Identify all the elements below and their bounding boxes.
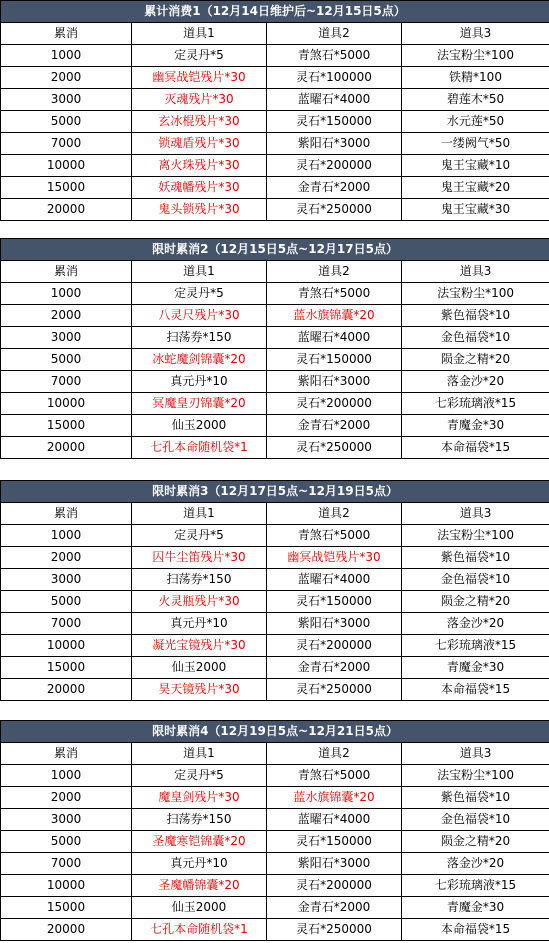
item1-cell: 凝光宝镜残片*30 bbox=[132, 635, 267, 657]
item2-cell: 蓝曜石*4000 bbox=[267, 327, 402, 349]
reward-table-3 bbox=[0, 480, 549, 701]
item3-cell: 本命福袋*15 bbox=[402, 679, 549, 701]
threshold-cell: 7000 bbox=[1, 371, 132, 393]
column-header: 道具2 bbox=[267, 261, 402, 283]
table-row bbox=[1, 155, 549, 177]
threshold-cell: 2000 bbox=[1, 305, 132, 327]
item1-cell: 妖魂幡残片*30 bbox=[132, 177, 267, 199]
threshold-cell: 1000 bbox=[1, 525, 132, 547]
item3-cell: 青魔金*30 bbox=[402, 657, 549, 679]
item1-cell: 锁魂盾残片*30 bbox=[132, 133, 267, 155]
threshold-cell: 2000 bbox=[1, 787, 132, 809]
item3-cell: 紫色福袋*10 bbox=[402, 305, 549, 327]
item1-cell: 仙玉2000 bbox=[132, 657, 267, 679]
threshold-cell: 10000 bbox=[1, 635, 132, 657]
item1-cell: 魔皇剑残片*30 bbox=[132, 787, 267, 809]
item2-cell: 幽冥战铠残片*30 bbox=[267, 547, 402, 569]
table-row bbox=[1, 393, 549, 415]
table-row bbox=[1, 283, 549, 305]
table-row bbox=[1, 349, 549, 371]
column-header: 道具2 bbox=[267, 23, 402, 45]
item1-cell: 扫荡券*150 bbox=[132, 569, 267, 591]
threshold-cell: 15000 bbox=[1, 415, 132, 437]
item2-cell: 蓝水旗锦囊*20 bbox=[267, 305, 402, 327]
column-header: 道具2 bbox=[267, 503, 402, 525]
item1-cell: 仙玉2000 bbox=[132, 415, 267, 437]
table-row bbox=[1, 919, 549, 941]
item2-cell: 灵石*200000 bbox=[267, 155, 402, 177]
item3-cell: 青魔金*30 bbox=[402, 415, 549, 437]
item2-cell: 青煞石*5000 bbox=[267, 765, 402, 787]
column-header: 道具1 bbox=[132, 743, 267, 765]
table-row bbox=[1, 525, 549, 547]
reward-table-2 bbox=[0, 238, 549, 459]
table-row bbox=[1, 787, 549, 809]
table-row bbox=[1, 437, 549, 459]
reward-table-1 bbox=[0, 0, 549, 221]
item3-cell: 本命福袋*15 bbox=[402, 437, 549, 459]
threshold-cell: 20000 bbox=[1, 199, 132, 221]
table-row bbox=[1, 613, 549, 635]
item2-cell: 金青石*2000 bbox=[267, 897, 402, 919]
threshold-cell: 2000 bbox=[1, 547, 132, 569]
column-header: 累消 bbox=[1, 23, 132, 45]
table-row bbox=[1, 305, 549, 327]
item2-cell: 灵石*100000 bbox=[267, 67, 402, 89]
table-row bbox=[1, 199, 549, 221]
item1-cell: 圣魔幡锦囊*20 bbox=[132, 875, 267, 897]
item1-cell: 扫荡券*150 bbox=[132, 327, 267, 349]
threshold-cell: 3000 bbox=[1, 569, 132, 591]
threshold-cell: 7000 bbox=[1, 613, 132, 635]
item3-cell: 金色福袋*10 bbox=[402, 569, 549, 591]
item2-cell: 紫阳石*3000 bbox=[267, 371, 402, 393]
item2-cell: 青煞石*5000 bbox=[267, 45, 402, 67]
item1-cell: 昊天镜残片*30 bbox=[132, 679, 267, 701]
table-row bbox=[1, 371, 549, 393]
item2-cell: 青煞石*5000 bbox=[267, 525, 402, 547]
table-row bbox=[1, 635, 549, 657]
item3-cell: 法宝粉尘*100 bbox=[402, 45, 549, 67]
item1-cell: 定灵丹*5 bbox=[132, 765, 267, 787]
item3-cell: 水元莲*50 bbox=[402, 111, 549, 133]
threshold-cell: 10000 bbox=[1, 393, 132, 415]
item3-cell: 落金沙*20 bbox=[402, 613, 549, 635]
item1-cell: 灭魂残片*30 bbox=[132, 89, 267, 111]
threshold-cell: 15000 bbox=[1, 657, 132, 679]
item2-cell: 紫阳石*3000 bbox=[267, 613, 402, 635]
item3-cell: 鬼王宝藏*30 bbox=[402, 199, 549, 221]
item1-cell: 七孔本命随机袋*1 bbox=[132, 437, 267, 459]
item2-cell: 蓝曜石*4000 bbox=[267, 809, 402, 831]
item3-cell: 紫色福袋*10 bbox=[402, 787, 549, 809]
item1-cell: 真元丹*10 bbox=[132, 853, 267, 875]
item1-cell: 仙玉2000 bbox=[132, 897, 267, 919]
item3-cell: 鬼王宝藏*20 bbox=[402, 177, 549, 199]
threshold-cell: 10000 bbox=[1, 155, 132, 177]
threshold-cell: 1000 bbox=[1, 283, 132, 305]
item1-cell: 八灵尺残片*30 bbox=[132, 305, 267, 327]
column-header: 道具3 bbox=[402, 743, 549, 765]
item1-cell: 火灵瓶残片*30 bbox=[132, 591, 267, 613]
table-title: 限时累消4（12月19日5点~12月21日5点） bbox=[1, 721, 549, 743]
table-row bbox=[1, 875, 549, 897]
threshold-cell: 5000 bbox=[1, 591, 132, 613]
item2-cell: 灵石*250000 bbox=[267, 437, 402, 459]
table-row bbox=[1, 89, 549, 111]
item3-cell: 碧莲木*50 bbox=[402, 89, 549, 111]
threshold-cell: 3000 bbox=[1, 809, 132, 831]
table-row bbox=[1, 547, 549, 569]
item3-cell: 陨金之精*20 bbox=[402, 349, 549, 371]
table-row bbox=[1, 111, 549, 133]
column-header: 累消 bbox=[1, 261, 132, 283]
item1-cell: 冥魔皇刃锦囊*20 bbox=[132, 393, 267, 415]
table-title: 累计消费1（12月14日维护后~12月15日5点） bbox=[1, 1, 549, 23]
table-title-row bbox=[1, 481, 549, 503]
item1-cell: 定灵丹*5 bbox=[132, 45, 267, 67]
column-header: 道具1 bbox=[132, 503, 267, 525]
item1-cell: 真元丹*10 bbox=[132, 613, 267, 635]
threshold-cell: 20000 bbox=[1, 679, 132, 701]
threshold-cell: 15000 bbox=[1, 177, 132, 199]
item3-cell: 陨金之精*20 bbox=[402, 591, 549, 613]
table-row bbox=[1, 569, 549, 591]
threshold-cell: 3000 bbox=[1, 327, 132, 349]
threshold-cell: 15000 bbox=[1, 897, 132, 919]
item2-cell: 紫阳石*3000 bbox=[267, 853, 402, 875]
item2-cell: 蓝曜石*4000 bbox=[267, 89, 402, 111]
item2-cell: 灵石*250000 bbox=[267, 919, 402, 941]
column-header-row bbox=[1, 23, 549, 45]
column-header-row bbox=[1, 261, 549, 283]
item3-cell: 落金沙*20 bbox=[402, 371, 549, 393]
threshold-cell: 7000 bbox=[1, 853, 132, 875]
table-row bbox=[1, 67, 549, 89]
column-header: 道具3 bbox=[402, 23, 549, 45]
table-row bbox=[1, 765, 549, 787]
item2-cell: 灵石*150000 bbox=[267, 349, 402, 371]
item1-cell: 定灵丹*5 bbox=[132, 283, 267, 305]
column-header: 道具2 bbox=[267, 743, 402, 765]
item3-cell: 七彩琉璃液*15 bbox=[402, 875, 549, 897]
item3-cell: 一缕阙气*50 bbox=[402, 133, 549, 155]
item3-cell: 法宝粉尘*100 bbox=[402, 283, 549, 305]
table-title-row bbox=[1, 721, 549, 743]
item1-cell: 扫荡券*150 bbox=[132, 809, 267, 831]
table-title-row bbox=[1, 1, 549, 23]
item1-cell: 鬼头锁残片*30 bbox=[132, 199, 267, 221]
threshold-cell: 5000 bbox=[1, 111, 132, 133]
item3-cell: 七彩琉璃液*15 bbox=[402, 393, 549, 415]
table-row bbox=[1, 45, 549, 67]
item2-cell: 灵石*150000 bbox=[267, 111, 402, 133]
threshold-cell: 7000 bbox=[1, 133, 132, 155]
threshold-cell: 3000 bbox=[1, 89, 132, 111]
table-row bbox=[1, 809, 549, 831]
item3-cell: 铁精*100 bbox=[402, 67, 549, 89]
column-header-row bbox=[1, 743, 549, 765]
item2-cell: 蓝水旗锦囊*20 bbox=[267, 787, 402, 809]
threshold-cell: 20000 bbox=[1, 437, 132, 459]
item3-cell: 金色福袋*10 bbox=[402, 809, 549, 831]
item1-cell: 七孔本命随机袋*1 bbox=[132, 919, 267, 941]
item2-cell: 灵石*200000 bbox=[267, 875, 402, 897]
item3-cell: 陨金之精*20 bbox=[402, 831, 549, 853]
item2-cell: 蓝曜石*4000 bbox=[267, 569, 402, 591]
item2-cell: 金青石*2000 bbox=[267, 657, 402, 679]
column-header: 道具1 bbox=[132, 261, 267, 283]
item3-cell: 金色福袋*10 bbox=[402, 327, 549, 349]
table-row bbox=[1, 897, 549, 919]
item1-cell: 幽冥战铠残片*30 bbox=[132, 67, 267, 89]
item3-cell: 紫色福袋*10 bbox=[402, 547, 549, 569]
item2-cell: 金青石*2000 bbox=[267, 415, 402, 437]
item3-cell: 鬼王宝藏*10 bbox=[402, 155, 549, 177]
column-header: 累消 bbox=[1, 743, 132, 765]
column-header-row bbox=[1, 503, 549, 525]
item3-cell: 法宝粉尘*100 bbox=[402, 765, 549, 787]
table-row bbox=[1, 831, 549, 853]
reward-table-4 bbox=[0, 720, 549, 941]
item3-cell: 本命福袋*15 bbox=[402, 919, 549, 941]
table-row bbox=[1, 177, 549, 199]
table-title-row bbox=[1, 239, 549, 261]
table-row bbox=[1, 657, 549, 679]
table-title: 限时累消2（12月15日5点~12月17日5点） bbox=[1, 239, 549, 261]
item2-cell: 青煞石*5000 bbox=[267, 283, 402, 305]
table-row bbox=[1, 133, 549, 155]
column-header: 道具3 bbox=[402, 503, 549, 525]
table-row bbox=[1, 591, 549, 613]
item1-cell: 定灵丹*5 bbox=[132, 525, 267, 547]
item3-cell: 七彩琉璃液*15 bbox=[402, 635, 549, 657]
threshold-cell: 2000 bbox=[1, 67, 132, 89]
column-header: 道具3 bbox=[402, 261, 549, 283]
item2-cell: 紫阳石*3000 bbox=[267, 133, 402, 155]
item1-cell: 冰蛇魔剑锦囊*20 bbox=[132, 349, 267, 371]
item1-cell: 囚牛尘笛残片*30 bbox=[132, 547, 267, 569]
threshold-cell: 10000 bbox=[1, 875, 132, 897]
item2-cell: 灵石*200000 bbox=[267, 393, 402, 415]
column-header: 道具1 bbox=[132, 23, 267, 45]
item1-cell: 玄冰棍残片*30 bbox=[132, 111, 267, 133]
threshold-cell: 1000 bbox=[1, 45, 132, 67]
table-row bbox=[1, 415, 549, 437]
threshold-cell: 20000 bbox=[1, 919, 132, 941]
threshold-cell: 5000 bbox=[1, 349, 132, 371]
item2-cell: 灵石*200000 bbox=[267, 635, 402, 657]
item3-cell: 落金沙*20 bbox=[402, 853, 549, 875]
table-title: 限时累消3（12月17日5点~12月19日5点） bbox=[1, 481, 549, 503]
item2-cell: 灵石*150000 bbox=[267, 831, 402, 853]
column-header: 累消 bbox=[1, 503, 132, 525]
item3-cell: 法宝粉尘*100 bbox=[402, 525, 549, 547]
threshold-cell: 5000 bbox=[1, 831, 132, 853]
table-row bbox=[1, 853, 549, 875]
item2-cell: 灵石*250000 bbox=[267, 199, 402, 221]
item2-cell: 灵石*150000 bbox=[267, 591, 402, 613]
table-row bbox=[1, 679, 549, 701]
item2-cell: 灵石*250000 bbox=[267, 679, 402, 701]
item2-cell: 金青石*2000 bbox=[267, 177, 402, 199]
threshold-cell: 1000 bbox=[1, 765, 132, 787]
item1-cell: 圣魔寒铠锦囊*20 bbox=[132, 831, 267, 853]
item1-cell: 真元丹*10 bbox=[132, 371, 267, 393]
table-row bbox=[1, 327, 549, 349]
item1-cell: 离火珠残片*30 bbox=[132, 155, 267, 177]
item3-cell: 青魔金*30 bbox=[402, 897, 549, 919]
